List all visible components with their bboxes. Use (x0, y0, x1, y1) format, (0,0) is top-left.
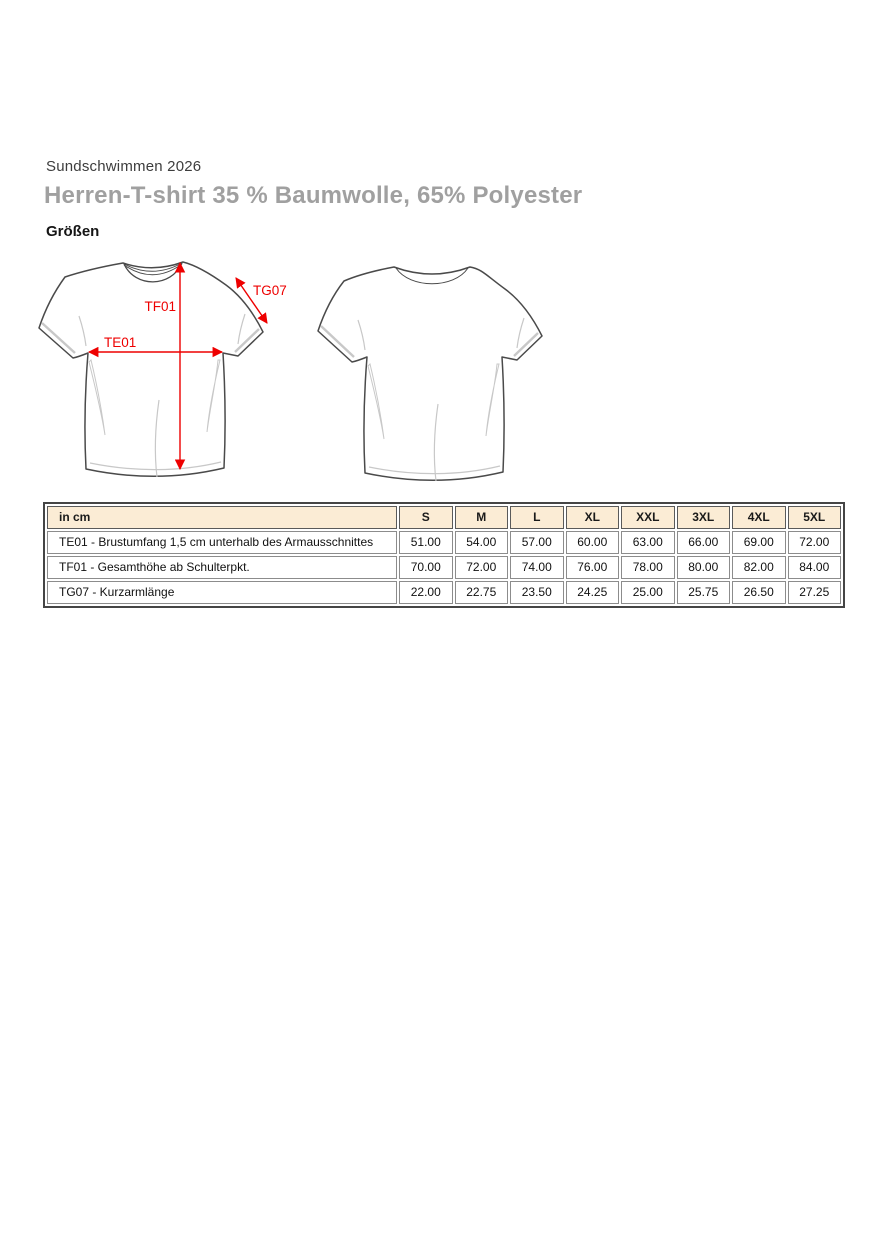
size-table-head (47, 506, 841, 529)
size-table-body (47, 531, 841, 604)
measure-label-cell: TG07 - Kurzarmlänge (47, 581, 397, 604)
size-value-cell: 72.00 (455, 556, 509, 579)
table-header-size-cell: M (455, 506, 509, 529)
tshirt-front-diagram (38, 250, 290, 492)
size-value-cell: 25.75 (677, 581, 731, 604)
size-value-cell: 70.00 (399, 556, 453, 579)
table-header-size-cell: 5XL (788, 506, 842, 529)
size-value-cell: 72.00 (788, 531, 842, 554)
size-value-cell: 25.00 (621, 581, 675, 604)
table-header-size-cell: 4XL (732, 506, 786, 529)
table-header-size-cell: XL (566, 506, 620, 529)
tshirt-back-diagram (316, 252, 568, 496)
table-header-row (47, 506, 841, 529)
size-value-cell: 57.00 (510, 531, 564, 554)
size-value-cell: 74.00 (510, 556, 564, 579)
section-heading-sizes: Größen (46, 223, 100, 240)
size-value-cell: 26.50 (732, 581, 786, 604)
table-header-size-cell: S (399, 506, 453, 529)
table-header-size-cell: 3XL (677, 506, 731, 529)
size-value-cell: 51.00 (399, 531, 453, 554)
table-row (47, 556, 841, 579)
size-value-cell: 60.00 (566, 531, 620, 554)
measure-label-cell: TE01 - Brustumfang 1,5 cm unterhalb des Armausschnittes (47, 531, 397, 554)
size-value-cell: 54.00 (455, 531, 509, 554)
measure-label-cell: TF01 - Gesamthöhe ab Schulterpkt. (47, 556, 397, 579)
size-table (43, 502, 845, 608)
tf01-label: TF01 (144, 299, 176, 314)
table-header-unit-cell: in cm (47, 506, 397, 529)
size-value-cell: 82.00 (732, 556, 786, 579)
te01-label: TE01 (104, 335, 137, 350)
size-value-cell: 22.75 (455, 581, 509, 604)
size-value-cell: 69.00 (732, 531, 786, 554)
size-value-cell: 22.00 (399, 581, 453, 604)
table-row (47, 581, 841, 604)
size-value-cell: 23.50 (510, 581, 564, 604)
size-value-cell: 27.25 (788, 581, 842, 604)
table-header-size-cell: L (510, 506, 564, 529)
size-value-cell: 24.25 (566, 581, 620, 604)
size-value-cell: 76.00 (566, 556, 620, 579)
table-row (47, 531, 841, 554)
document-eyebrow: Sundschwimmen 2026 (46, 158, 202, 175)
table-header-size-cell: XXL (621, 506, 675, 529)
tg07-label: TG07 (253, 283, 287, 298)
size-value-cell: 78.00 (621, 556, 675, 579)
size-value-cell: 63.00 (621, 531, 675, 554)
tshirt-front-outline (39, 262, 263, 477)
tshirt-back-outline (318, 267, 542, 481)
size-value-cell: 66.00 (677, 531, 731, 554)
size-value-cell: 84.00 (788, 556, 842, 579)
page-title: Herren-T-shirt 35 % Baumwolle, 65% Polyester (44, 182, 583, 209)
size-value-cell: 80.00 (677, 556, 731, 579)
